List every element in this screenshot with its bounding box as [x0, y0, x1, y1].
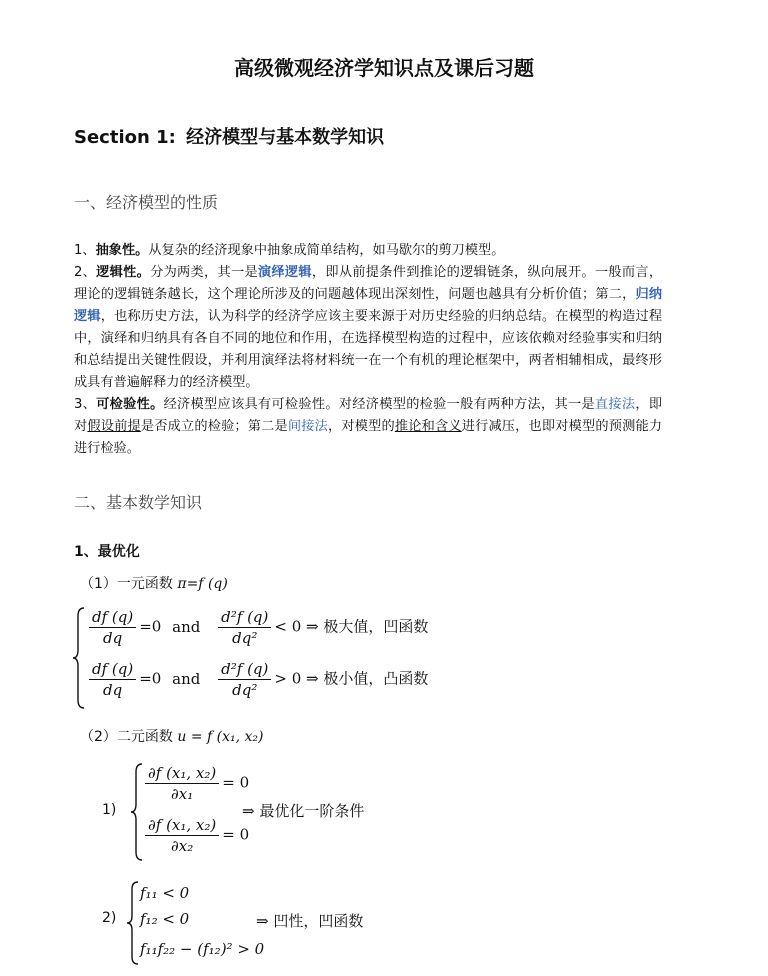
- derivative-denominator: dq: [103, 681, 123, 699]
- item-label: 2): [102, 910, 117, 926]
- derivative-denominator: dq: [103, 629, 123, 647]
- paragraph-testability: [74, 394, 662, 460]
- second-derivative-denominator: dq²: [232, 629, 258, 647]
- section-label: Section 1:: [74, 127, 176, 148]
- and-word: and: [172, 617, 201, 636]
- heading-math-basics: 二、基本数学知识: [74, 493, 203, 512]
- function-expr: =f (q): [186, 576, 228, 592]
- subheading-optimization: 1、最优化: [74, 544, 140, 560]
- link-direct-method[interactable]: 直接法: [594, 397, 636, 412]
- partial-condition-x1: [142, 764, 249, 803]
- item-keyword: 抽象性。: [95, 243, 149, 258]
- case-single-variable: [80, 573, 228, 593]
- derivative-numerator: df (q): [89, 608, 136, 628]
- link-inductive-logic[interactable]: 归纳逻辑: [74, 287, 663, 324]
- page-title: 高级微观经济学知识点及课后习题: [234, 56, 534, 80]
- first-order-result: ⇒ 最优化一阶条件: [242, 802, 365, 820]
- case-two-variable: [80, 726, 264, 746]
- partial-numerator: ∂f (x₁, x₂): [145, 816, 219, 836]
- second-derivative-numerator: d²f (q): [218, 608, 271, 628]
- link-deductive-logic[interactable]: 演绎逻辑: [257, 265, 312, 280]
- item-text: 经济模型应该具有可检验性。对经济模型的检验一般有两种方法，其一是: [163, 397, 595, 412]
- item-number: 2、: [74, 265, 97, 280]
- item-text: 分为两类，其一是: [150, 265, 258, 280]
- partial-numerator: ∂f (x₁, x₂): [145, 764, 219, 784]
- second-derivative-denominator: dq²: [232, 681, 258, 699]
- partial-denominator: ∂x₂: [171, 837, 194, 855]
- item-keyword: 可检验性。: [96, 397, 164, 412]
- equals-zero: =0: [139, 617, 162, 636]
- item-keyword: 逻辑性。: [96, 265, 151, 280]
- item-number: 3、: [74, 397, 97, 412]
- item-number: 1、: [74, 243, 96, 258]
- section-heading: [74, 123, 384, 149]
- item-text: 是否成立的检验；第二是: [140, 419, 288, 434]
- underlined-assumption: 假设前提: [87, 419, 141, 434]
- pi-symbol: π: [177, 576, 187, 592]
- case-label: （2）二元函数: [80, 729, 173, 745]
- link-indirect-method[interactable]: 间接法: [287, 419, 329, 434]
- item-text: ，对模型的: [328, 419, 395, 434]
- condition-maximum: [86, 608, 428, 647]
- and-word: and: [172, 669, 201, 688]
- case-label: （1）一元函数: [80, 576, 173, 592]
- condition-hessian: f₁₁f₂₂ − (f₁₂)² > 0: [140, 940, 265, 958]
- heading-model-properties: 一、经济模型的性质: [74, 193, 219, 212]
- equals-zero: = 0: [222, 825, 250, 844]
- equals-zero: = 0: [222, 773, 250, 792]
- condition-f11: f₁₁ < 0: [140, 884, 190, 902]
- concavity-result: ⇒ 凹性，凹函数: [256, 912, 364, 930]
- condition-f12: f₁₂ < 0: [140, 910, 190, 928]
- item-text: 从复杂的经济现象中抽象成简单结构，如马歇尔的剪刀模型。: [148, 243, 505, 258]
- function-expr: u = f (x₁, x₂): [177, 729, 264, 745]
- item-text: ，也称历史方法，认为科学的经济学应该主要来源于对历史经验的归纳总结。在模型的构造过程中，演绎和归纳具有各自不同的地位和作用，在选择模型构造的过程中，应该依赖对经验事实和归纳和总结提出关键性假设，并利用演绎法将材料统一在一个有机的理论框架中，两者相辅相成，最终形成具有普遍解释力的经济模型。: [74, 309, 663, 390]
- item-text: ，即从前提条件到推论的逻辑链条，纵向展开。一般而言，理论的逻辑链条越长，这个理论所涉及的问题越体现出深刻性，问题也越具有分析价值；第二，: [74, 265, 663, 302]
- section-title: 经济模型与基本数学知识: [186, 127, 385, 148]
- left-brace-icon: [72, 606, 86, 710]
- derivative-numerator: df (q): [89, 660, 136, 680]
- min-result: > 0 ⇒ 极小值，凸函数: [274, 669, 429, 688]
- item-text: 进行减压，也即对模型的预测能力进行检验。: [74, 419, 663, 456]
- paragraph-logic: [74, 262, 662, 394]
- paragraph-abstraction: [74, 240, 662, 262]
- underlined-inference: 推论和含义: [394, 419, 462, 434]
- max-result: < 0 ⇒ 极大值，凹函数: [274, 617, 429, 636]
- second-derivative-numerator: d²f (q): [218, 660, 271, 680]
- left-brace-icon: [126, 880, 140, 966]
- equals-zero: =0: [139, 669, 162, 688]
- item-label: 1): [102, 802, 117, 818]
- condition-minimum: [86, 660, 428, 699]
- partial-condition-x2: [142, 816, 249, 855]
- partial-denominator: ∂x₁: [171, 785, 194, 803]
- item-text: ，即对: [74, 397, 663, 434]
